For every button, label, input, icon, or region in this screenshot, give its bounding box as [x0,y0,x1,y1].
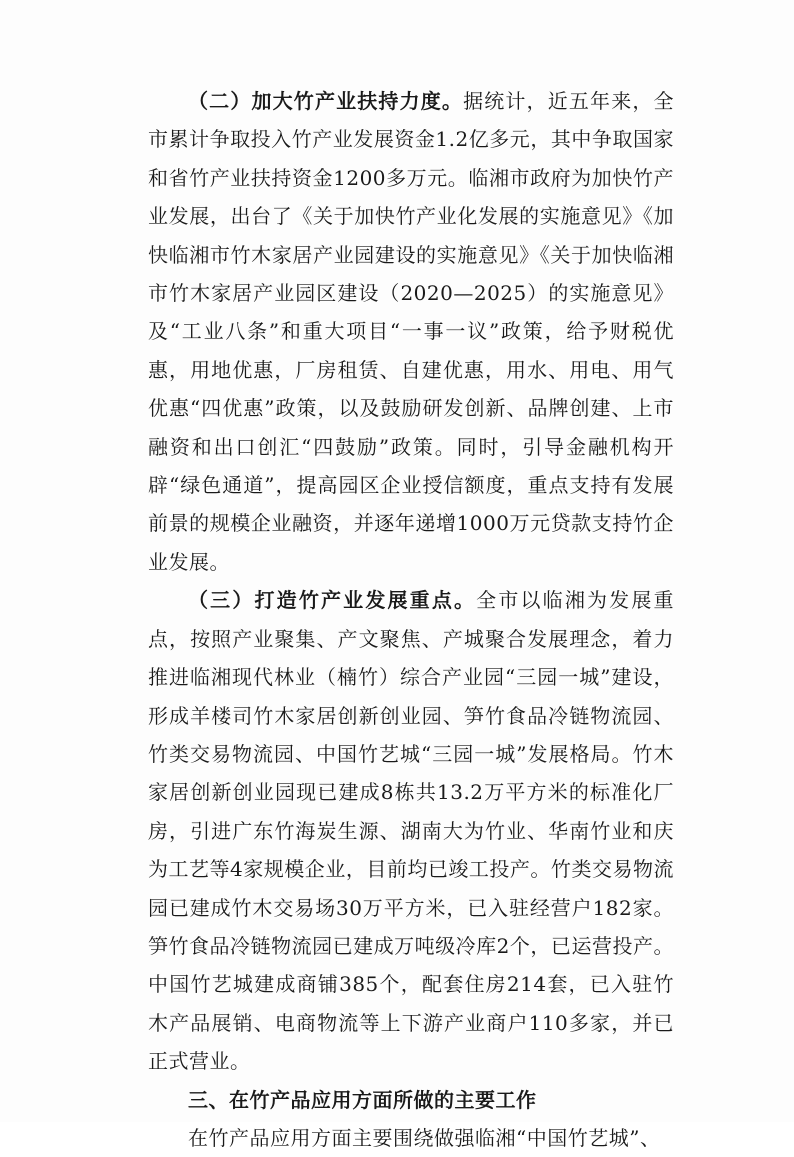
paragraph-focus [148,581,674,1080]
paragraph-text: 全市以临湘为发展重点，按照产业聚集、产文聚焦、产城聚合发展理念，着力推进临湘现代林业（楠竹）综合产业园“三园一城”建设，形成羊楼司竹木家居创新创业园、笋竹食品冷链物流园、竹类交易物流园、中国竹艺城“三园一城”发展格局。竹木家居创新创业园现已建成8栋共13.2万平方米的标准化厂房，引进广东竹海炭生源、湖南大为竹业、华南竹业和庆为工艺等4家规模企业，目前均已竣工投产。竹类交易物流园已建成竹木交易场30万平方米，已入驻经营户182家。笋竹食品冷链物流园已建成万吨级冷库2个，已运营投产。中国竹艺城建成商铺385个，配套住房214套，已入驻竹木产品展销、电商物流等上下游产业商户110多家，并已正式营业。 [148,588,675,1074]
paragraph-lead: （二）加大竹产业扶持力度。 [188,89,464,113]
document-body [148,82,674,1157]
section-heading: 三、在竹产品应用方面所做的主要工作 [188,1087,537,1112]
paragraph-text: 据统计，近五年来，全市累计争取投入竹产业发展资金1.2亿多元，其中争取国家和省竹产业扶持资金1200多万元。临湘市政府为加快竹产业发展，出台了《关于加快竹产业化发展的实施意见》《加快临湘市竹木家居产业园建设的实施意见》《关于加快临湘市竹木家居产业园区建设（2020—2025）的实施意见》及“工业八条”和重大项目“一事一议”政策，给予财税优惠，用地优惠，厂房租赁、自建优惠，用水、用电、用气优惠“四优惠”政策，以及鼓励研发创新、品牌创建、上市融资和出口创汇“四鼓励”政策。同时，引导金融机构开辟“绿色通道”，提高园区企业授信额度，重点支持有发展前景的规模企业融资，并逐年递增1000万元贷款支持竹企业发展。 [148,89,675,574]
paragraph-lead: （三）打造竹产业发展重点。 [188,588,477,613]
paragraph-support [148,82,674,581]
closing-paragraph: 在竹产品应用方面主要围绕做强临湘“中国竹艺城”、 [188,1125,661,1150]
